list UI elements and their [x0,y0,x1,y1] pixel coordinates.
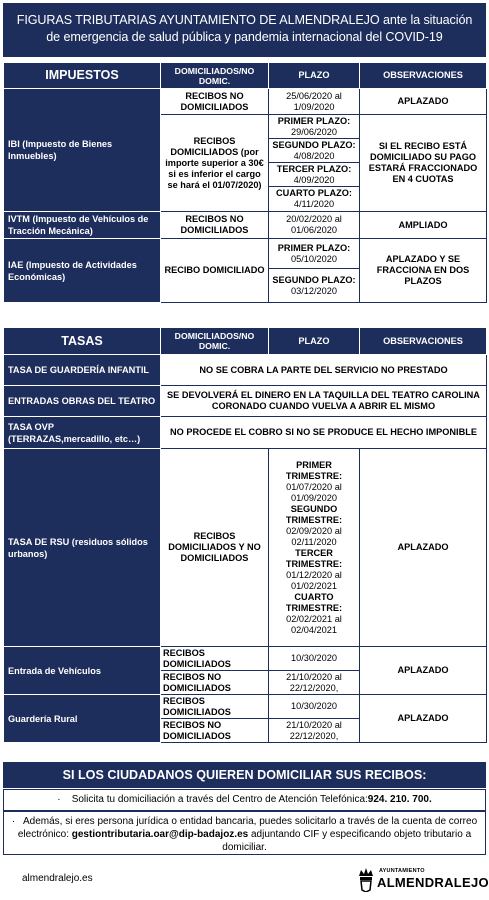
iae-domic: RECIBO DOMICILIADO [161,239,269,303]
bullet: · [57,794,61,805]
vehiculos-obs: APLAZADO [360,647,487,695]
ivtm-label: IVTM (Impuesto de Vehículos de Tracción Mecánica) [4,212,161,239]
domiciliar-title: SI LOS CIUDADANOS QUIEREN DOMICILIAR SUS RECIBOS: [3,762,486,788]
rural-label: Guardería Rural [4,695,161,743]
observaciones-header: OBSERVACIONES [360,63,487,89]
logo-big-text: ALMENDRALEJO [377,875,489,890]
domiciliados-header: DOMICILIADOS/NO DOMIC. [161,63,269,89]
tasas-plazo-header: PLAZO [269,328,360,355]
rsu-obs: APLAZADO [360,449,487,647]
rsu-label: TASA DE RSU (residuos sólidos urbanos) [4,449,161,647]
vehiculos-plazo-1: 10/30/2020 [269,647,360,671]
ayuntamiento-logo [357,866,489,892]
rsu-plazos: PRIMER TRIMESTRE: 01/07/2020 al 01/09/2020 SEGUNDO TRIMESTRE: 02/09/2020 al 02/11/2020 TERCER TRIMESTRE: 01/12/2020 al 01/02/2021 CUARTO TRIMESTRE: 02/02/2021 al 02/04/2021 [269,449,360,647]
email-intro: Además, si eres persona jurídica o entidad bancaria, puedes solicitarlo a través de la cuenta de correo electrónico: [17,816,478,840]
guarderia-label: TASA DE GUARDERÍA INFANTIL [4,355,161,386]
email-address[interactable]: gestiontributaria.oar@dip-badajoz.es [71,829,249,840]
header-line-2: de emergencia de salud pública y pandemia internacional del COVID-19 [46,30,443,44]
page-header [3,3,486,57]
phone-text: Solicita tu domiciliación a través del Centro de Atención Telefónica: [71,794,368,805]
header-line-1: FIGURAS TRIBUTARIAS AYUNTAMIENTO DE ALMENDRALEJO ante la situación [16,13,473,27]
phone-number: 924. 210. 700. [367,794,432,805]
domiciliar-phone-line [3,789,486,811]
vehiculos-plazo-2: 21/10/2020 al 22/12/2020, [269,671,360,695]
ovp-text: NO PROCEDE EL COBRO SI NO SE PRODUCE EL HECHO IMPONIBLE [161,417,487,449]
iae-plazo-1: PRIMER PLAZO: 05/10/2020 [269,239,360,269]
tasas-header: TASAS [4,328,161,355]
rural-domic-2: RECIBOS NO DOMICILIADOS [161,719,269,743]
ibi-plazo-segundo: SEGUNDO PLAZO: 4/08/2020 [269,139,360,163]
ivtm-plazo: 20/02/2020 al 01/06/2020 [269,212,360,239]
rural-plazo-1: 10/30/2020 [269,695,360,719]
bullet: · [11,816,16,827]
tasas-table [3,327,487,743]
ovp-label: TASA OVP (TERRAZAS,mercadillo, etc…) [4,417,161,449]
impuestos-header: IMPUESTOS [4,63,161,89]
rural-domic-1: RECIBOS DOMICILIADOS [161,695,269,719]
logo-small-text: AYUNTAMIENTO [379,868,425,874]
ibi-obs-2: SI EL RECIBO ESTÁ DOMICILIADO SU PAGO ESTARÁ FRACCIONADO EN 4 CUOTAS [360,115,487,212]
iae-label: IAE (Impuesto de Actividades Económicas) [4,239,161,303]
crown-icon [357,866,375,892]
ibi-plazo-1: 25/06/2020 al 1/09/2020 [269,89,360,115]
ibi-plazo-cuarto: CUARTO PLAZO: 4/11/2020 [269,187,360,212]
ivtm-domic: RECIBOS NO DOMICILIADOS [161,212,269,239]
vehiculos-label: Entrada de Vehículos [4,647,161,695]
vehiculos-domic-2: RECIBOS NO DOMICILIADOS [161,671,269,695]
ibi-domic-1: RECIBOS NO DOMICILIADOS [161,89,269,115]
website-link[interactable]: almendralejo.es [22,873,93,884]
impuestos-table [3,62,487,303]
rsu-domic: RECIBOS DOMICILIADOS Y NO DOMICILIADOS [161,449,269,647]
rural-obs: APLAZADO [360,695,487,743]
iae-obs: APLAZADO Y SE FRACCIONA EN DOS PLAZOS [360,239,487,303]
obras-text: SE DEVOLVERÁ EL DINERO EN LA TAQUILLA DEL TEATRO CAROLINA CORONADO CUANDO VUELVA A ABRIR EL MISMO [161,386,487,417]
rural-plazo-2: 21/10/2020 al 22/12/2020, [269,719,360,743]
ivtm-obs: AMPLIADO [360,212,487,239]
vehiculos-domic-1: RECIBOS DOMICILIADOS [161,647,269,671]
tasas-observaciones-header: OBSERVACIONES [360,328,487,355]
ibi-domic-2: RECIBOS DOMICILIADOS (por importe superior a 30€ si es inferior el cargo se hará el 01/07/2020) [161,115,269,212]
obras-label: ENTRADAS OBRAS DEL TEATRO [4,386,161,417]
guarderia-text: NO SE COBRA LA PARTE DEL SERVICIO NO PRESTADO [161,355,487,386]
domiciliar-email-line [3,811,486,855]
tasas-domiciliados-header: DOMICILIADOS/NO DOMIC. [161,328,269,355]
iae-plazo-2: SEGUNDO PLAZO: 03/12/2020 [269,269,360,303]
ibi-plazo-tercer: TERCER PLAZO: 4/09/2020 [269,163,360,187]
email-outro: adjuntando CIF y especificando objeto tributario a domiciliar. [222,829,472,853]
ibi-plazo-primer: PRIMER PLAZO: 29/06/2020 [269,115,360,139]
plazo-header: PLAZO [269,63,360,89]
ibi-obs-1: APLAZADO [360,89,487,115]
ibi-label: IBI (Impuesto de Bienes Inmuebles) [4,89,161,212]
